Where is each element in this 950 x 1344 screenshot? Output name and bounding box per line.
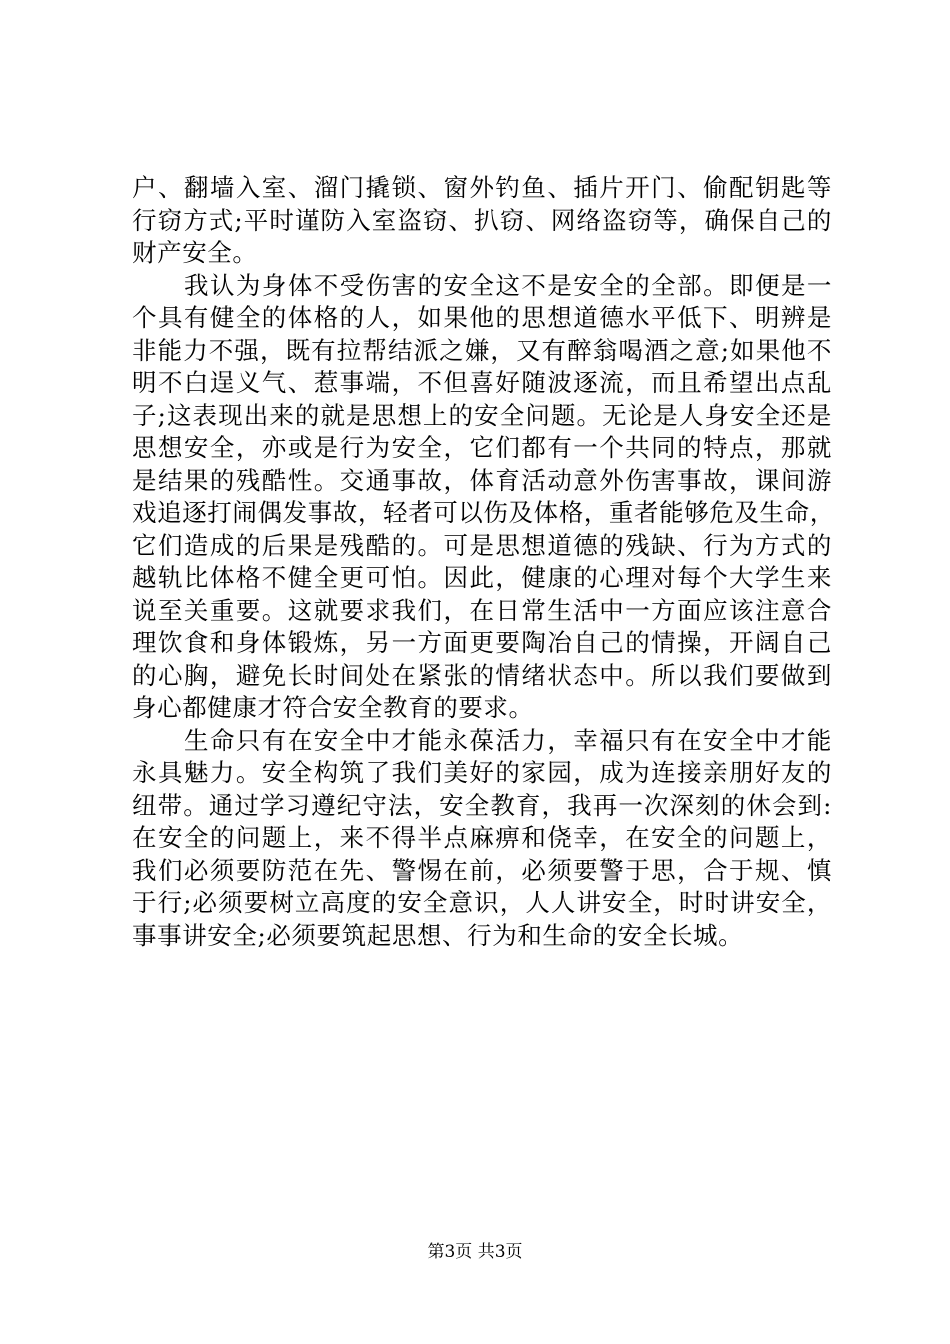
paragraph-3-line-4: 在安全的问题上，来不得半点麻痹和侥幸，在安全的问题上， bbox=[132, 823, 832, 852]
paragraph-2-line-1: 我认为身体不受伤害的安全这不是安全的全部。即便是一 bbox=[184, 270, 832, 300]
paragraph-3-line-7: 事事讲安全;必须要筑起思想、行为和生命的安全长城。 bbox=[132, 920, 744, 950]
paragraph-2-line-5: 子;这表现出来的就是思想上的安全问题。无论是人身安全还是 bbox=[132, 400, 832, 430]
paragraph-1-line-2: 行窃方式;平时谨防入室盗窃、扒窃、网络盗窃等，确保自己的 bbox=[132, 205, 832, 235]
paragraph-2-line-9: 它们造成的后果是残酷的。可是思想道德的残缺、行为方式的 bbox=[132, 530, 832, 560]
paragraph-3-line-6: 于行;必须要树立高度的安全意识，人人讲安全，时时讲安全， bbox=[132, 888, 832, 917]
paragraph-2-line-6: 思想安全，亦或是行为安全，它们都有一个共同的特点，那就 bbox=[132, 433, 832, 462]
paragraph-2-line-3: 非能力不强，既有拉帮结派之嫌，又有醉翁喝酒之意;如果他不 bbox=[132, 335, 832, 365]
page-number-footer: 第3页 共3页 bbox=[427, 1242, 523, 1262]
paragraph-3-line-1: 生命只有在安全中才能永葆活力，幸福只有在安全中才能 bbox=[184, 725, 832, 755]
paragraph-1-line-1: 户、翻墙入室、溜门撬锁、窗外钓鱼、插片开门、偷配钥匙等 bbox=[132, 173, 832, 202]
paragraph-2-line-4: 明不白逞义气、惹事端，不但喜好随波逐流，而且希望出点乱 bbox=[132, 368, 832, 397]
paragraph-2-line-10: 越轨比体格不健全更可怕。因此，健康的心理对每个大学生来 bbox=[132, 563, 832, 592]
paragraph-2-line-14: 身心都健康才符合安全教育的要求。 bbox=[132, 693, 534, 722]
paragraph-1-line-3: 财产安全。 bbox=[132, 238, 258, 267]
paragraph-2-line-8: 戏追逐打闹偶发事故，轻者可以伤及体格，重者能够危及生命， bbox=[132, 498, 835, 527]
paragraph-2-line-13: 的心胸，避免长时间处在紧张的情绪状态中。所以我们要做到 bbox=[132, 660, 832, 690]
paragraph-2-line-11: 说至关重要。这就要求我们，在日常生活中一方面应该注意合 bbox=[132, 595, 832, 625]
document-body bbox=[132, 172, 835, 952]
paragraph-2-line-2: 个具有健全的体格的人，如果他的思想道德水平低下、明辨是 bbox=[132, 303, 832, 332]
paragraph-3-line-2: 永具魅力。安全构筑了我们美好的家园，成为连接亲朋好友的 bbox=[132, 758, 832, 787]
paragraph-2-line-7: 是结果的残酷性。交通事故，体育活动意外伤害事故，课间游 bbox=[132, 465, 832, 495]
paragraph-3-line-5: 我们必须要防范在先、警惕在前，必须要警于思，合于规、慎 bbox=[132, 855, 832, 885]
paragraph-2-line-12: 理饮食和身体锻炼，另一方面更要陶冶自己的情操，开阔自己 bbox=[132, 628, 832, 657]
paragraph-3-line-3: 纽带。通过学习遵纪守法，安全教育，我再一次深刻的休会到: bbox=[132, 790, 832, 820]
